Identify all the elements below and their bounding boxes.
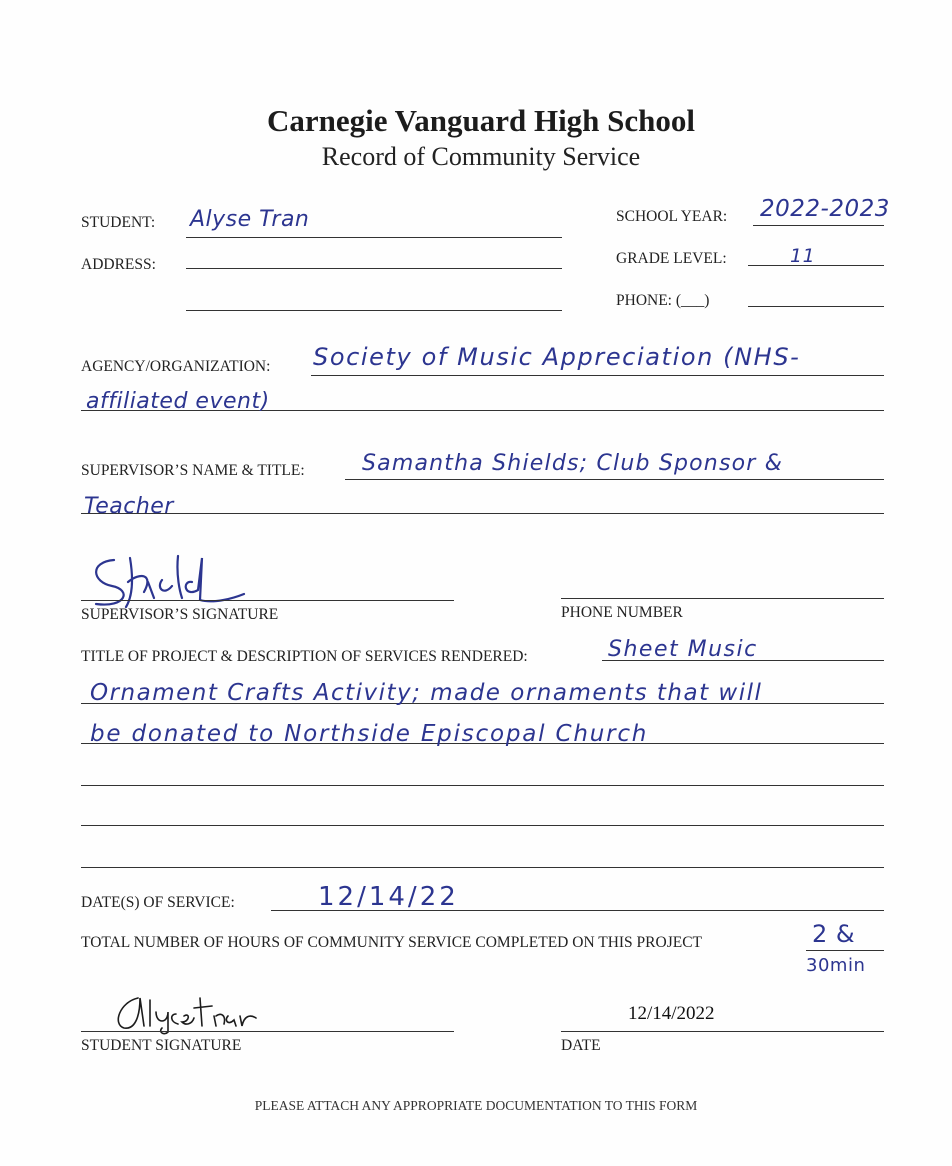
- agency-line-1: [311, 375, 884, 376]
- date-field[interactable]: 12/14/2022: [628, 1003, 715, 1024]
- supervisor-signature: [84, 552, 264, 612]
- hours-line: [806, 950, 884, 951]
- supervisor-phone-label: PHONE NUMBER: [561, 604, 683, 621]
- address-line-1[interactable]: [186, 268, 562, 269]
- agency-field-line-2[interactable]: affiliated event): [86, 389, 270, 414]
- project-line-5[interactable]: [81, 825, 884, 826]
- student-label: STUDENT:: [81, 214, 156, 231]
- supervisor-label: SUPERVISOR’S NAME & TITLE:: [81, 462, 305, 479]
- hours-field-line-2[interactable]: 30min: [806, 955, 866, 976]
- project-line-4[interactable]: [81, 785, 884, 786]
- hours-field-line-1[interactable]: 2 &: [812, 920, 856, 948]
- agency-label: AGENCY/ORGANIZATION:: [81, 358, 271, 375]
- supervisor-line-1: [345, 479, 884, 480]
- supervisor-phone-line[interactable]: [561, 598, 884, 599]
- date-label: DATE: [561, 1037, 601, 1054]
- phone-line[interactable]: [748, 306, 884, 307]
- school-year-label: SCHOOL YEAR:: [616, 208, 728, 225]
- hours-label: TOTAL NUMBER OF HOURS OF COMMUNITY SERVICE COMPLETED ON THIS PROJECT: [81, 934, 703, 951]
- project-line-6[interactable]: [81, 867, 884, 868]
- grade-level-label: GRADE LEVEL:: [616, 250, 727, 267]
- school-name: Carnegie Vanguard High School: [266, 103, 696, 138]
- student-name-field[interactable]: Alyse Tran: [190, 207, 310, 232]
- address-label: ADDRESS:: [81, 256, 156, 273]
- footer-note: PLEASE ATTACH ANY APPROPRIATE DOCUMENTATION TO THIS FORM: [254, 1098, 698, 1113]
- student-line: [186, 237, 562, 238]
- supervisor-field-line-2[interactable]: Teacher: [84, 494, 174, 519]
- date-line: [561, 1031, 884, 1032]
- project-field-line-1[interactable]: Sheet Music: [608, 637, 758, 662]
- supervisor-signature-line[interactable]: [81, 600, 454, 601]
- form-title: Record of Community Service: [321, 142, 641, 171]
- agency-field-line-1[interactable]: Society of Music Appreciation (NHS-: [313, 343, 801, 371]
- grade-level-field[interactable]: 11: [790, 245, 816, 267]
- grade-level-line: [748, 265, 884, 266]
- supervisor-line-2: [81, 513, 884, 514]
- dates-field[interactable]: 12/14/22: [318, 882, 459, 912]
- school-year-field[interactable]: 2022-2023: [760, 196, 890, 222]
- phone-label: PHONE: (___): [616, 292, 710, 309]
- project-field-line-2[interactable]: Ornament Crafts Activity; made ornaments that will: [90, 680, 763, 706]
- project-field-line-3[interactable]: be donated to Northside Episcopal Church: [90, 721, 649, 747]
- dates-label: DATE(S) OF SERVICE:: [81, 894, 235, 911]
- student-signature-label: STUDENT SIGNATURE: [81, 1037, 242, 1054]
- school-year-line: [753, 225, 884, 226]
- supervisor-field-line-1[interactable]: Samantha Shields; Club Sponsor &: [362, 451, 784, 476]
- student-signature-line[interactable]: [81, 1031, 454, 1032]
- student-signature: [110, 994, 270, 1034]
- supervisor-signature-label: SUPERVISOR’S SIGNATURE: [81, 606, 279, 623]
- project-label: TITLE OF PROJECT & DESCRIPTION OF SERVICES RENDERED:: [81, 648, 528, 665]
- address-line-2[interactable]: [186, 310, 562, 311]
